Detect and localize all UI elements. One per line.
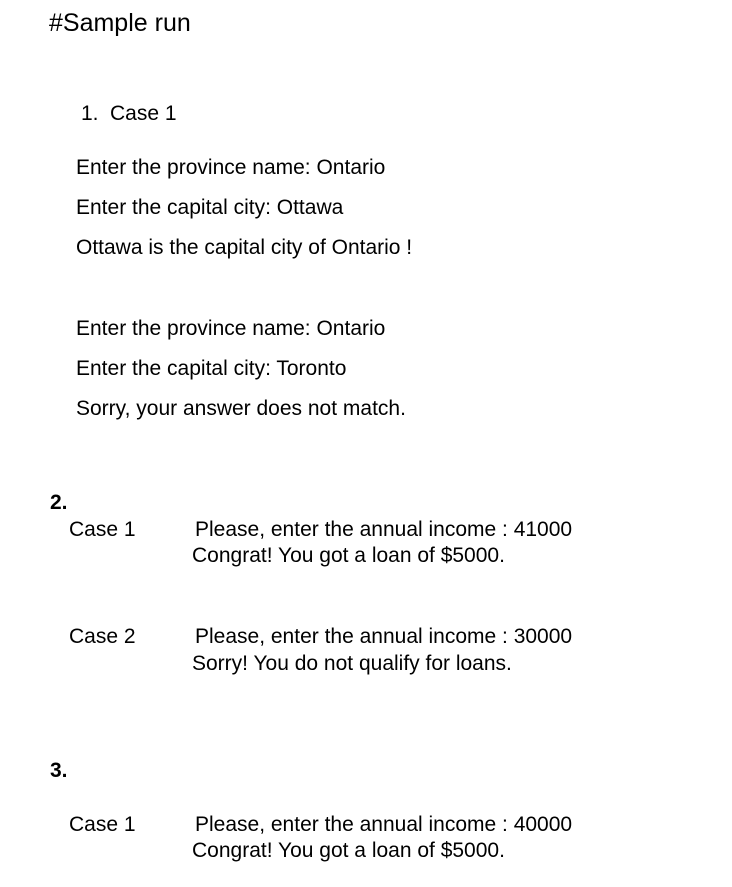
output-line: Enter the province name: Ontario bbox=[76, 156, 386, 179]
case-result: Congrat! You got a loan of $5000. bbox=[192, 544, 505, 567]
case-prompt: Please, enter the annual income : 40000 bbox=[195, 813, 573, 836]
case-label: Case 1 bbox=[69, 813, 136, 836]
section-2-number: 2. bbox=[50, 491, 68, 514]
output-line: Enter the province name: Ontario bbox=[76, 317, 386, 340]
section-1-case-label: Case 1 bbox=[110, 102, 177, 125]
section-3-number: 3. bbox=[50, 759, 68, 782]
output-line: Sorry, your answer does not match. bbox=[76, 397, 406, 420]
case-result: Sorry! You do not qualify for loans. bbox=[192, 652, 512, 675]
output-line: Enter the capital city: Ottawa bbox=[76, 196, 344, 219]
output-line: Ottawa is the capital city of Ontario ! bbox=[76, 236, 413, 259]
page-title: #Sample run bbox=[49, 9, 191, 37]
case-prompt: Please, enter the annual income : 41000 bbox=[195, 518, 573, 541]
output-line: Enter the capital city: Toronto bbox=[76, 357, 347, 380]
case-label: Case 2 bbox=[69, 625, 136, 648]
section-1-number: 1. bbox=[81, 102, 99, 125]
case-label: Case 1 bbox=[69, 518, 136, 541]
case-result: Congrat! You got a loan of $5000. bbox=[192, 839, 505, 862]
case-prompt: Please, enter the annual income : 30000 bbox=[195, 625, 573, 648]
